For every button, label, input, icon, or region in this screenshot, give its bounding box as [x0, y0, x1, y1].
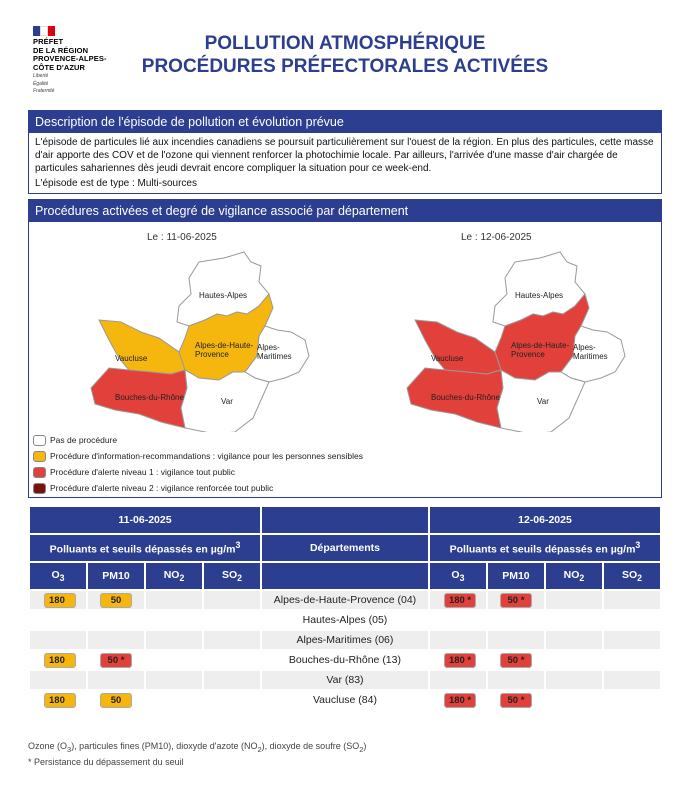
value-badge: 50 * — [500, 593, 532, 608]
legend-item — [33, 432, 363, 448]
logo-line: PRÉFET — [33, 37, 64, 46]
department-label: Alpes- — [257, 343, 280, 352]
department-cell: Bouches-du-Rhône (13) — [288, 654, 401, 666]
episode-type: L'épisode est de type : Multi-sources — [35, 178, 197, 189]
maps-heading: Procédures activées et degré de vigilance associé par département — [29, 200, 661, 222]
value-cell — [30, 591, 86, 609]
department-label: Bouches-du-Rhône — [431, 393, 500, 402]
motto-line: Égalité — [33, 80, 49, 87]
value-badge: 180 * — [444, 653, 476, 668]
logo-line: DE LA RÉGION — [33, 45, 89, 55]
value-cell — [546, 631, 602, 649]
logo-line: PROVENCE-ALPES- — [33, 54, 107, 63]
value-cell — [488, 651, 544, 669]
legend-swatch — [33, 451, 46, 462]
pollutant-col-header — [30, 563, 86, 589]
pollutant-name: SO — [221, 568, 238, 581]
value-cell — [604, 611, 660, 629]
value-badge: 50 * — [500, 693, 532, 708]
footnote-pollutants — [28, 740, 366, 756]
department-cell: Alpes-de-Haute-Provence (04) — [262, 591, 428, 609]
pollutant-sub: 2 — [579, 573, 585, 584]
legend-label: Procédure d'information-recommandations : vigilance pour les personnes sensibles — [50, 451, 363, 461]
value-badge: 180 — [44, 653, 76, 668]
table-row — [30, 651, 660, 669]
table-row — [30, 671, 660, 689]
table-row — [30, 611, 660, 629]
departments-header: Départements — [262, 535, 428, 561]
table-row — [30, 631, 660, 649]
french-flag-icon — [33, 26, 55, 36]
value-cell — [30, 671, 86, 689]
department-label: Var — [537, 397, 549, 406]
value-cell — [430, 651, 486, 669]
value-cell — [488, 691, 544, 709]
value-cell — [204, 591, 260, 609]
value-badge: 180 — [44, 593, 76, 608]
value-cell — [430, 591, 486, 609]
departments-col-blank — [262, 563, 428, 589]
value-cell — [546, 651, 602, 669]
value-cell — [204, 651, 260, 669]
pollutant-sub: 2 — [237, 573, 243, 584]
value-cell — [488, 611, 544, 629]
blank-header — [262, 507, 428, 533]
value-cell — [604, 671, 660, 689]
value-badge: 50 — [100, 593, 132, 608]
pollutant-col-header — [546, 563, 602, 589]
pollutants-header-day2 — [430, 535, 660, 561]
footnote-text: Ozone (O — [28, 741, 68, 751]
value-cell — [546, 671, 602, 689]
maps-box — [28, 199, 662, 498]
value-cell — [88, 591, 144, 609]
pollutant-name: NO — [163, 568, 180, 581]
pollutants-header-day1 — [30, 535, 260, 561]
pollutant-columns-row — [30, 563, 660, 589]
department-label: Vaucluse — [431, 354, 464, 363]
value-cell — [88, 631, 144, 649]
value-badge: 180 — [44, 693, 76, 708]
pollutant-col-header — [146, 563, 202, 589]
value-cell — [546, 691, 602, 709]
value-badge: 180 * — [444, 693, 476, 708]
department-cell: Var (83) — [262, 671, 428, 689]
value-cell — [88, 651, 144, 669]
department-label: Provence — [511, 350, 545, 359]
value-cell — [488, 631, 544, 649]
department-cell: Hautes-Alpes (05) — [302, 614, 388, 626]
legend — [33, 432, 363, 496]
unit-superscript: 3 — [235, 540, 241, 551]
footnote-sub: 2 — [359, 744, 364, 754]
value-cell — [146, 631, 202, 649]
pollutant-name: O — [451, 568, 460, 581]
value-cell — [204, 611, 260, 629]
date2-header: 12-06-2025 — [430, 507, 660, 533]
department-label: Alpes- — [573, 343, 596, 352]
footnote-sub: 3 — [67, 744, 72, 754]
legend-swatch — [33, 467, 46, 478]
footnote-text: ), particules fines (PM10), dioxyde d'azote (NO — [71, 741, 258, 751]
department-cell: Alpes-Maritimes (06) — [262, 631, 428, 649]
map-date-day2: Le : 12-06-2025 — [461, 232, 532, 243]
motto-line: Liberté — [33, 73, 49, 79]
pollutant-name: SO — [621, 568, 638, 581]
value-cell — [146, 651, 202, 669]
value-cell — [88, 671, 144, 689]
map-day1 — [91, 252, 309, 432]
legend-item — [33, 464, 363, 480]
value-cell — [488, 591, 544, 609]
value-cell — [30, 611, 86, 629]
value-cell — [30, 691, 86, 709]
legend-label: Pas de procédure — [50, 435, 118, 445]
value-cell — [88, 691, 144, 709]
date1-header: 11-06-2025 — [30, 507, 260, 533]
footnote-text: ) — [363, 741, 367, 751]
department-label: Provence — [195, 350, 229, 359]
value-cell — [30, 631, 86, 649]
value-cell — [430, 631, 486, 649]
department-label: Bouches-du-Rhône — [115, 393, 184, 402]
pollutant-sub: 2 — [179, 573, 185, 584]
title-line-1: POLLUTION ATMOSPHÉRIQUE — [204, 33, 486, 54]
pollutant-sub: 3 — [459, 573, 465, 584]
unit-superscript: 3 — [635, 540, 641, 551]
value-cell — [30, 651, 86, 669]
episode-text: L'épisode de particules lié aux incendies canadiens se poursuit particulièrement sur l'ouest de la région. En plus des particules, cette masse d'air apporte des COV et de l'ozone qui viennent renforcer la photochimie locale. Par ailleurs, l'arrivée d'une masse d'air chargée de particules sahariennes dès jeudi devrait encore compliquer la situation pour ce week-end. — [35, 137, 654, 174]
motto-line: Fraternité — [33, 88, 55, 94]
pollutant-col-header — [88, 563, 144, 589]
department-shape-vaucluse — [415, 320, 501, 374]
pollutant-col-header — [604, 563, 660, 589]
legend-item — [33, 448, 363, 464]
department-label: Alpes-de-Haute- — [195, 341, 254, 350]
pollutant-col-header — [204, 563, 260, 589]
value-cell — [430, 691, 486, 709]
legend-swatch — [33, 483, 46, 494]
department-label: Vaucluse — [115, 354, 148, 363]
map-date-day1: Le : 11-06-2025 — [147, 232, 217, 243]
value-cell — [146, 611, 202, 629]
value-cell — [604, 631, 660, 649]
footnote — [28, 740, 366, 768]
pollutant-name: NO — [563, 568, 580, 581]
value-cell — [546, 591, 602, 609]
value-cell — [204, 671, 260, 689]
pollutant-sub: 2 — [637, 573, 642, 584]
pollutant-name: O — [51, 568, 60, 581]
pollutant-col-header — [430, 563, 486, 589]
value-cell — [430, 611, 486, 629]
value-badge: 50 * — [500, 653, 532, 668]
department-label: Maritimes — [573, 352, 608, 361]
department-shape-vaucluse — [99, 320, 185, 374]
maps-area — [29, 222, 661, 496]
table-row — [30, 691, 660, 709]
pollutant-sub: 3 — [59, 573, 65, 584]
value-cell — [146, 691, 202, 709]
value-cell — [546, 611, 602, 629]
legend-label: Procédure d'alerte niveau 2 : vigilance renforcée tout public — [50, 483, 274, 493]
footnote-sub: 2 — [257, 744, 262, 754]
department-label: Var — [221, 397, 233, 406]
pollution-table — [28, 505, 662, 711]
value-cell — [88, 611, 144, 629]
episode-description — [29, 133, 661, 194]
value-cell — [604, 691, 660, 709]
value-badge: 50 * — [100, 653, 132, 668]
value-cell — [488, 671, 544, 689]
value-cell — [604, 651, 660, 669]
legend-label: Procédure d'alerte niveau 1 : vigilance tout public — [50, 467, 235, 477]
maps-svg — [29, 222, 659, 432]
table-row — [30, 591, 660, 609]
logo-line: CÔTE D'AZUR — [33, 62, 86, 72]
value-cell — [204, 631, 260, 649]
department-label: Alpes-de-Haute- — [511, 341, 570, 350]
episode-box — [28, 110, 662, 194]
pollutants-header-text: Polluants et seuils dépassés en µg/m — [49, 543, 236, 556]
map-day2 — [407, 252, 625, 432]
value-badge: 50 — [100, 693, 132, 708]
pollutant-col-header — [488, 563, 544, 589]
department-label: Hautes-Alpes — [515, 291, 564, 300]
value-cell — [604, 591, 660, 609]
footnote-persistence: * Persistance du dépassement du seuil — [28, 756, 184, 767]
value-cell — [204, 691, 260, 709]
department-label: Maritimes — [257, 352, 292, 361]
episode-heading: Description de l'épisode de pollution et évolution prévue — [29, 111, 661, 133]
page-title — [110, 32, 580, 78]
legend-item — [33, 480, 363, 496]
value-cell — [430, 671, 486, 689]
table-body — [30, 591, 660, 709]
value-cell — [146, 591, 202, 609]
pollutant-name: PM10 — [102, 570, 130, 582]
title-line-2: PROCÉDURES PRÉFECTORALES ACTIVÉES — [141, 56, 549, 77]
pollutants-header-text: Polluants et seuils dépassés en µg/m — [449, 543, 636, 556]
department-label: Hautes-Alpes — [199, 291, 248, 300]
department-cell: Vaucluse (84) — [312, 694, 377, 706]
value-badge: 180 * — [444, 593, 476, 608]
footnote-text: ), dioxyde de soufre (SO — [261, 741, 360, 751]
legend-swatch — [33, 435, 46, 446]
value-cell — [146, 671, 202, 689]
pollutant-name: PM10 — [502, 570, 530, 582]
